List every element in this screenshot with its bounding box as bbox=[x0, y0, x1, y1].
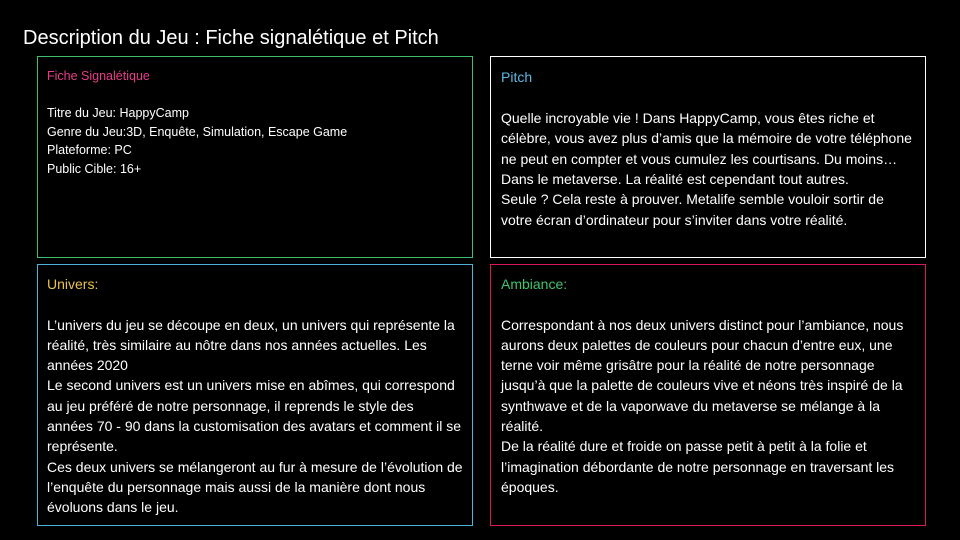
pitch-box bbox=[490, 56, 926, 258]
fiche-line-genre: Genre du Jeu:3D, Enquête, Simulation, Escape Game bbox=[47, 124, 348, 139]
ambiance-paragraph: Correspondant à nos deux univers distinct pour l’ambiance, nous aurons deux palettes de couleurs pour chacun d’entre eux, une terne voir même grisâtre pour la réalité de notre personnage jusqu’à que la palette de couleurs vive et néons très inspiré de la synthwave et de la vaporwave du metaverse se mélange à la réalité. bbox=[501, 316, 904, 435]
fiche-line-audience: Public Cible: 16+ bbox=[47, 161, 142, 176]
ambiance-paragraph: De la réalité dure et froide on passe petit à petit à la folie et l’imagination débordante de notre personnage en traversant les époques. bbox=[501, 438, 895, 495]
fiche-line-platform: Plateforme: PC bbox=[47, 143, 132, 157]
fiche-signaletique-box bbox=[37, 56, 473, 258]
pitch-paragraph: Quelle incroyable vie ! Dans HappyCamp, vous êtes riche et célèbre, vous avez plus d’amis que la mémoire de votre téléphone ne peut en compter et vous cumulez les courtisans. Du moins… Dans le metaverse. La réalité est cependant tout autres. bbox=[501, 109, 912, 188]
univers-box bbox=[37, 264, 473, 526]
ambiance-box bbox=[490, 264, 926, 526]
pitch-paragraph: Seule ? Cela reste à prouver. Metalife semble vouloir sortir de votre écran d’ordinateur pour s’inviter dans votre réalité. bbox=[501, 191, 884, 228]
pitch-heading: Pitch bbox=[501, 69, 533, 85]
univers-heading: Univers: bbox=[47, 276, 99, 292]
fiche-line-title: Titre du Jeu: HappyCamp bbox=[47, 106, 189, 120]
page-title: Description du Jeu : Fiche signalétique et Pitch bbox=[23, 27, 439, 49]
univers-paragraph: L’univers du jeu se découpe en deux, un univers qui représente la réalité, très similaire au nôtre dans nos années actuelles. Les années 2020 bbox=[47, 316, 455, 374]
fiche-heading: Fiche Signalétique bbox=[47, 69, 150, 83]
univers-paragraph: Le second univers est un univers mise en abîmes, qui correspond au jeu préféré de notre personnage, il reprends le style des années 70 - 90 dans la customisation des avatars et comment il se représente. bbox=[47, 377, 461, 455]
ambiance-heading: Ambiance: bbox=[501, 276, 568, 292]
univers-paragraph: Ces deux univers se mélangeront au fur à mesure de l’évolution de l’enquête du personnage mais aussi de la manière dont nous évoluons dans le jeu. bbox=[47, 458, 463, 516]
